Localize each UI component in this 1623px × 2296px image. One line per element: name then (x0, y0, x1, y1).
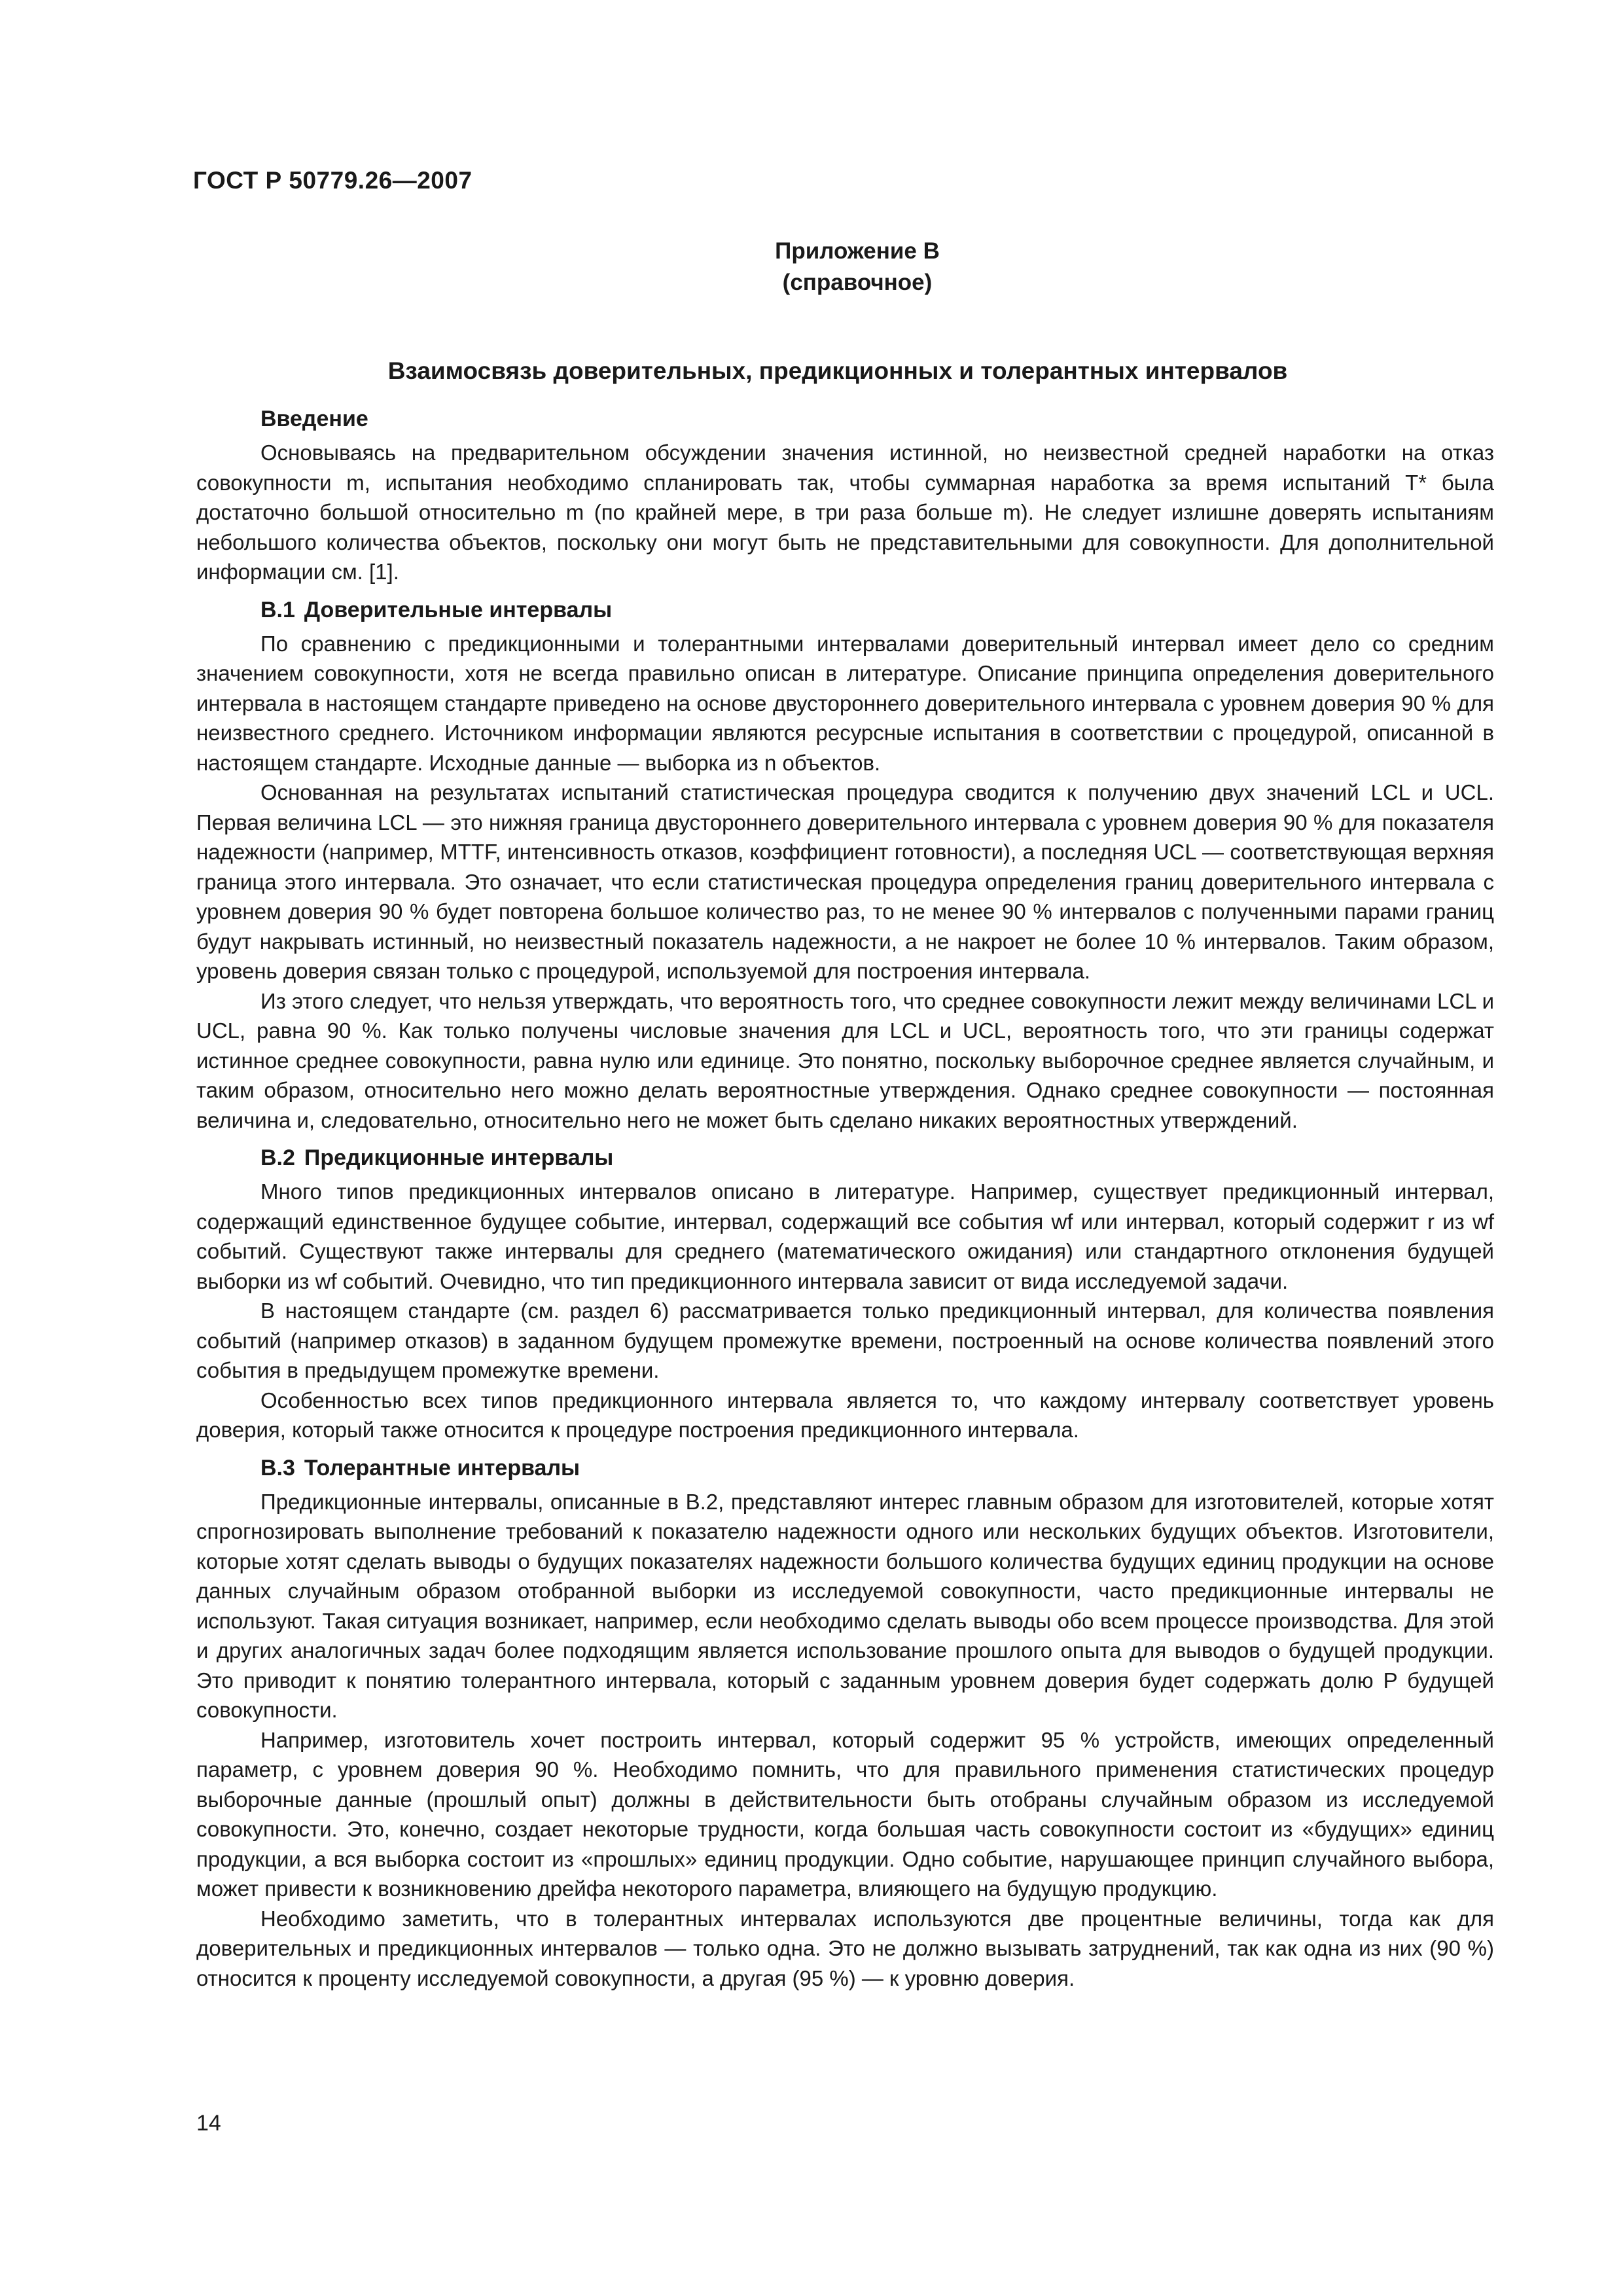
intro-section (196, 403, 1494, 587)
paragraph: Например, изготовитель хочет построить интервал, который содержит 95 % устройств, имеющих определенный параметр, с уровнем доверия 90 %. Необходимо помнить, что для правильного применения статистических процедур выборочные данные (прошлый опыт) должны в действительности быть отобраны случайным образом из исследуемой совокупности. Это, конечно, создает некоторые трудности, когда большая часть совокупности состоит из «будущих» единиц продукции, а вся выборка состоит из «прошлых» единиц продукции. Одно событие, нарушающее принцип случайного выбора, может привести к возникновению дрейфа некоторого параметра, влияющего на будущую продукцию. (196, 1727, 1494, 1901)
paragraph: Много типов предикционных интервалов описано в литературе. Например, существует предикционный интервал, содержащий единственное будущее событие, интервал, содержащий все события wf или интервал, который содержит r из wf событий. Существуют также интервалы для среднего (математического ожидания) или стандартного отклонения будущей выборки из wf событий. Очевидно, что тип предикционного интервала зависит от вида исследуемой задачи. (196, 1179, 1494, 1293)
paragraph: Необходимо заметить, что в толерантных интервалах используются две процентные величины, тогда как для доверительных и предикционных интервалов — только одна. Это не должно вызывать затруднений, так как одна из них (90 %) относится к проценту исследуемой совокупности, а другая (95 %) — к уровню доверия. (196, 1906, 1494, 1990)
section-number: В.1 (260, 597, 295, 622)
section-b3 (196, 1452, 1494, 1994)
appendix-heading (707, 236, 1008, 298)
section-b2 (196, 1141, 1494, 1445)
section-heading (260, 1141, 1494, 1174)
appendix-label: Приложение В (775, 238, 940, 264)
page-number: 14 (196, 2111, 221, 2136)
appendix-type: (справочное) (782, 270, 933, 295)
paragraph: Особенностью всех типов предикционного интервала является то, что каждому интервалу соответствует уровень доверия, который также относится к процедуре построения предикционного интервала. (196, 1388, 1494, 1442)
document-body (196, 403, 1494, 1993)
section-heading (260, 594, 1494, 626)
paragraph: По сравнению с предикционными и толерантными интервалами доверительный интервал имеет дело со средним значением совокупности, хотя не всегда правильно описан в литературе. Описание принципа определения доверительного интервала в настоящем стандарте приведено на основе двустороннего доверительного интервала с уровнем доверия 90 % для неизвестного среднего. Источником информации являются ресурсные испытания в соответствии с процедурой, описанной в настоящем стандарте. Исходные данные — выборка из n объектов. (196, 631, 1494, 775)
section-title: Доверительные интервалы (304, 597, 613, 622)
intro-paragraph: Основываясь на предварительном обсуждении значения истинной, но неизвестной средней наработки на отказ совокупности m, испытания необходимо спланировать так, чтобы суммарная наработка за время испытаний T* была достаточно большой относительно m (по крайней мере, в три раза больше m). Не следует излишне доверять испытаниям небольшого количества объектов, поскольку они могут быть не представительными для совокупности. Для дополнительной информации см. [1]. (196, 440, 1494, 584)
section-heading (260, 1452, 1494, 1484)
section-b1 (196, 594, 1494, 1136)
standard-code: ГОСТ Р 50779.26—2007 (193, 167, 473, 194)
paragraph: Основанная на результатах испытаний статистическая процедура сводится к получению двух значений LCL и UCL. Первая величина LCL — это нижняя граница двустороннего доверительного интервала с уровнем доверия 90 % для показателя надежности (например, MTTF, интенсивность отказов, коэффициент готовности), а последняя UCL — соответствующая верхняя граница этого интервала. Это означает, что если статистическая процедура определения границ доверительного интервала с уровнем доверия 90 % будет повторена большое количество раз, то не менее 90 % интервалов с полученными парами границ будут накрывать истинный, но неизвестный показатель надежности, а не накроет не более 10 % интервалов. Таким образом, уровень доверия связан только с процедурой, используемой для построения интервала. (196, 780, 1494, 983)
section-title: Предикционные интервалы (304, 1145, 614, 1170)
paragraph: Из этого следует, что нельзя утверждать, что вероятность того, что среднее совокупности лежит между величинами LCL и UCL, равна 90 %. Как только получены числовые значения для LCL и UCL, вероятность того, что эти границы содержат истинное среднее совокупности, равна нулю или единице. Это понятно, поскольку выборочное среднее является случайным, и таким образом, относительно него можно делать вероятностные утверждения. Однако среднее совокупности — постоянная величина и, следовательно, относительно него не может быть сделано никаких вероятностных утверждений. (196, 988, 1494, 1132)
section-number: В.3 (260, 1455, 295, 1480)
intro-heading: Введение (260, 406, 368, 431)
paragraph: В настоящем стандарте (см. раздел 6) рассматривается только предикционный интервал, для количества появления событий (например отказов) в заданном будущем промежутке времени, построенный на основе количества появлений этого события в предыдущем промежутке времени. (196, 1299, 1494, 1382)
page-title: Взаимосвязь доверительных, предикционных и толерантных интервалов (387, 357, 1288, 384)
section-number: В.2 (260, 1145, 295, 1170)
paragraph: Предикционные интервалы, описанные в В.2, представляют интерес главным образом для изготовителей, которые хотят спрогнозировать выполнение требований к показателю надежности одного или нескольких будущих объектов. Изготовители, которые хотят сделать выводы о будущих показателях надежности большого количества будущих единиц продукции на основе данных случайным образом отобранной выборки из исследуемой совокупности, часто предикционные интервалы не используют. Такая ситуация возникает, например, если необходимо сделать выводы обо всем процессе производства. Для этой и других аналогичных задач более подходящим является использование прошлого опыта для выводов о будущей продукции. Это приводит к понятию толерантного интервала, который с заданным уровнем доверия будет содержать долю P будущей совокупности. (196, 1489, 1494, 1722)
section-title: Толерантные интервалы (304, 1455, 580, 1480)
